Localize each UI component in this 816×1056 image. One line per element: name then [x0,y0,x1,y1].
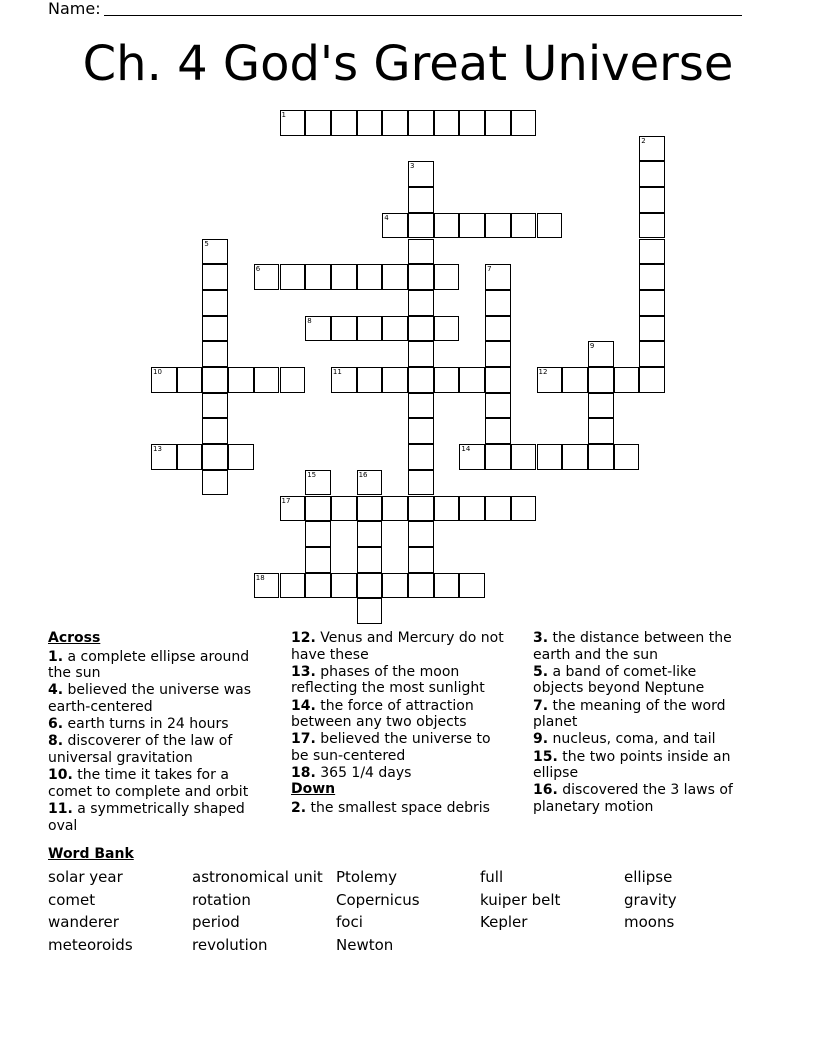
across-clue [48,649,262,682]
grid-cell[interactable] [408,393,434,419]
clue-number: 14. [291,697,316,714]
grid-cell[interactable] [588,367,614,393]
grid-cell[interactable] [382,213,408,239]
clue-number: 6. [48,716,64,733]
cell-number: 12 [538,368,548,376]
word-bank-item: Copernicus [336,890,420,909]
grid-cell[interactable] [408,418,434,444]
grid-cell[interactable] [305,521,331,547]
clue-number: 5. [533,663,549,680]
grid-cell[interactable] [228,367,254,393]
grid-cell[interactable] [459,496,485,522]
grid-cell[interactable] [202,393,228,419]
cell-number: 11 [332,368,342,376]
grid-cell[interactable] [485,316,511,342]
down-clue [533,782,747,815]
word-bank-item: gravity [624,890,677,909]
grid-cell[interactable] [254,264,280,290]
clue-number: 17. [291,731,316,748]
grid-cell[interactable] [408,470,434,496]
word-bank-item: ellipse [624,868,673,886]
down-clue [533,698,747,731]
grid-cell[interactable] [382,367,408,393]
across-clue [48,682,262,715]
grid-cell[interactable] [280,496,306,522]
grid-cell[interactable] [485,393,511,419]
grid-cell[interactable] [408,444,434,470]
across-clue [48,767,262,800]
down-clue [533,664,747,697]
name-line[interactable] [104,15,742,16]
grid-cell[interactable] [485,444,511,470]
grid-cell[interactable] [357,496,383,522]
clue-number: 16. [533,782,558,799]
grid-cell[interactable] [434,496,460,522]
cell-number: 16 [358,470,368,479]
grid-cell[interactable] [588,418,614,444]
grid-cell[interactable] [562,367,588,393]
grid-cell[interactable] [434,573,460,599]
grid-cell[interactable] [537,367,563,393]
grid-cell[interactable] [639,239,665,265]
down-clue [533,630,747,663]
grid-cell[interactable] [202,470,228,496]
cell-number: 8 [307,316,312,325]
clue-number: 13. [291,663,316,680]
grid-cell[interactable] [485,367,511,393]
grid-cell[interactable] [305,316,331,342]
grid-cell[interactable] [639,136,665,162]
clues-column-3 [533,630,747,816]
clue-text: a symmetrically shaped oval [48,800,245,834]
grid-cell[interactable] [639,316,665,342]
grid-cell[interactable] [639,161,665,187]
word-bank-item: Ptolemy [336,868,397,886]
word-bank-item: astronomical unit [192,868,323,886]
grid-cell[interactable] [408,213,434,239]
grid-cell[interactable] [254,573,280,599]
grid-cell[interactable] [202,239,228,265]
grid-cell[interactable] [331,316,357,342]
grid-cell[interactable] [614,367,640,393]
word-bank-item: kuiper belt [480,890,561,909]
grid-cell[interactable] [357,470,383,496]
clue-number: 18. [291,765,316,782]
grid-cell[interactable] [382,264,408,290]
grid-cell[interactable] [639,264,665,290]
grid-cell[interactable] [357,264,383,290]
cell-number: 6 [255,265,261,274]
grid-cell[interactable] [177,444,203,470]
grid-cell[interactable] [382,316,408,342]
grid-cell[interactable] [254,367,280,393]
clues-column-1 [48,630,262,835]
grid-cell[interactable] [588,341,614,367]
clue-number: 4. [48,682,64,699]
cell-number: 18 [255,573,265,582]
clue-text: the meaning of the word planet [533,697,726,731]
grid-cell[interactable] [382,496,408,522]
grid-cell[interactable] [331,264,357,290]
across-clue [48,801,262,834]
grid-cell[interactable] [434,213,460,239]
cell-number: 13 [153,445,162,454]
clue-text: 365 1/4 days [315,765,412,782]
clue-number: 7. [533,697,549,714]
clues-column-2 [291,630,505,817]
word-bank-heading: Word Bank [48,846,134,862]
word-bank-item: period [192,913,240,931]
cell-number: 3 [410,162,415,171]
grid-cell[interactable] [382,573,408,599]
clue-text: a band of comet-like objects beyond Neptune [533,663,705,697]
grid-cell[interactable] [639,187,665,213]
grid-cell[interactable] [459,213,485,239]
clue-number: 12. [291,630,316,646]
grid-cell[interactable] [280,573,306,599]
grid-cell[interactable] [434,316,460,342]
grid-cell[interactable] [305,547,331,573]
grid-cell[interactable] [305,110,331,136]
grid-cell[interactable] [639,367,665,393]
grid-cell[interactable] [408,161,434,187]
clue-text: the time it takes for a comet to complete and orbit [48,767,249,800]
word-bank-item: moons [624,913,675,931]
grid-cell[interactable] [511,496,537,522]
clue-text: Venus and Mercury do not have these [291,630,504,663]
grid-cell[interactable] [588,444,614,470]
grid-cell[interactable] [202,316,228,342]
grid-cell[interactable] [151,444,177,470]
grid-cell[interactable] [331,110,357,136]
clue-number: 15. [533,748,558,765]
grid-cell[interactable] [434,264,460,290]
clue-number: 1. [48,648,64,665]
grid-cell[interactable] [408,521,434,547]
cell-number: 14 [461,445,471,454]
grid-cell[interactable] [408,187,434,213]
grid-cell[interactable] [485,341,511,367]
word-bank-item: foci [336,913,363,931]
grid-cell[interactable] [280,110,306,136]
word-bank-item: Newton [336,935,394,954]
grid-cell[interactable] [511,213,537,239]
word-bank-item: wanderer [48,913,119,931]
grid-cell[interactable] [357,110,383,136]
clue-text: the force of attraction between any two objects [291,697,474,731]
across-clue [291,698,505,731]
grid-cell[interactable] [537,444,563,470]
grid-cell[interactable] [511,110,537,136]
page-title: Ch. 4 God's Great Universe [82,36,734,92]
cell-number: 5 [204,239,209,248]
clue-text: earth turns in 24 hours [63,716,229,733]
clue-number: 8. [48,733,64,750]
grid-cell[interactable] [408,110,434,136]
down-clue [291,800,505,817]
grid-cell[interactable] [434,110,460,136]
cell-number: 15 [307,470,317,479]
grid-cell[interactable] [562,444,588,470]
grid-cell[interactable] [305,573,331,599]
grid-cell[interactable] [485,213,511,239]
grid-cell[interactable] [588,393,614,419]
grid-cell[interactable] [408,367,434,393]
across-clue [291,731,505,764]
grid-cell[interactable] [639,290,665,316]
grid-cell[interactable] [357,521,383,547]
cell-number: 17 [281,496,291,505]
across-heading: Across [48,630,101,646]
word-bank-item: comet [48,890,96,909]
grid-cell[interactable] [202,444,228,470]
clue-number: 11. [48,800,73,817]
clue-number: 9. [533,731,549,748]
clue-text: discoverer of the law of universal gravitation [48,733,233,766]
down-clue [533,731,747,748]
clue-text: believed the universe to be sun-centered [291,731,491,764]
grid-cell[interactable] [202,418,228,444]
grid-cell[interactable] [202,341,228,367]
grid-cell[interactable] [459,110,485,136]
grid-cell[interactable] [331,496,357,522]
grid-cell[interactable] [305,264,331,290]
across-clue [48,733,262,766]
clue-number: 10. [48,767,73,784]
grid-cell[interactable] [408,264,434,290]
grid-cell[interactable] [202,367,228,393]
grid-cell[interactable] [357,573,383,599]
grid-cell[interactable] [305,470,331,496]
down-heading: Down [291,781,336,798]
grid-cell[interactable] [331,367,357,393]
clue-text: a complete ellipse around the sun [48,648,250,682]
grid-cell[interactable] [408,496,434,522]
clue-number: 3. [533,630,549,646]
grid-cell[interactable] [639,341,665,367]
cell-number: 4 [384,213,389,222]
across-clue [48,716,262,733]
grid-cell[interactable] [305,496,331,522]
grid-cell[interactable] [485,418,511,444]
grid-cell[interactable] [151,367,177,393]
word-bank-item: solar year [48,868,123,886]
clue-text: discovered the 3 laws of planetary motion [533,782,733,815]
name-label: Name: [48,0,101,18]
grid-cell[interactable] [357,316,383,342]
grid-cell[interactable] [408,239,434,265]
grid-cell[interactable] [485,264,511,290]
grid-cell[interactable] [331,573,357,599]
grid-cell[interactable] [382,110,408,136]
grid-cell[interactable] [434,367,460,393]
grid-cell[interactable] [459,573,485,599]
cell-number: 7 [487,265,492,274]
word-bank-item: rotation [192,890,251,909]
grid-cell[interactable] [485,496,511,522]
across-clue [291,664,505,697]
grid-cell[interactable] [614,444,640,470]
grid-cell[interactable] [459,367,485,393]
grid-cell[interactable] [459,444,485,470]
clue-text: phases of the moon reflecting the most sunlight [291,663,485,697]
grid-cell[interactable] [639,213,665,239]
cell-number: 1 [281,111,286,119]
cell-number: 2 [641,136,646,145]
grid-cell[interactable] [280,264,306,290]
clue-text: the two points inside an ellipse [533,748,731,782]
clue-number: 2. [291,799,307,816]
grid-cell[interactable] [485,290,511,316]
clue-text: the smallest space debris [306,799,490,816]
grid-cell[interactable] [357,367,383,393]
grid-cell[interactable] [177,367,203,393]
word-bank-item: Kepler [480,913,528,931]
grid-cell[interactable] [357,547,383,573]
across-clue [291,765,505,782]
word-bank-item: meteoroids [48,935,133,954]
word-bank-item: full [480,868,504,886]
grid-cell[interactable] [228,444,254,470]
across-clue [291,630,505,663]
cell-number: 9 [589,342,595,351]
grid-cell[interactable] [202,264,228,290]
grid-cell[interactable] [202,290,228,316]
grid-cell[interactable] [408,341,434,367]
grid-cell[interactable] [408,316,434,342]
grid-cell[interactable] [485,110,511,136]
grid-cell[interactable] [408,547,434,573]
grid-cell[interactable] [408,290,434,316]
clue-text: believed the universe was earth-centered [48,682,252,715]
grid-cell[interactable] [511,444,537,470]
grid-cell[interactable] [280,367,306,393]
grid-cell[interactable] [357,598,383,624]
grid-cell[interactable] [408,573,434,599]
clue-text: nucleus, coma, and tail [548,731,716,748]
grid-cell[interactable] [537,213,563,239]
clue-text: the distance between the earth and the sun [533,630,732,663]
word-bank-item: revolution [192,935,268,954]
down-clue [533,749,747,782]
cell-number: 10 [153,368,162,376]
